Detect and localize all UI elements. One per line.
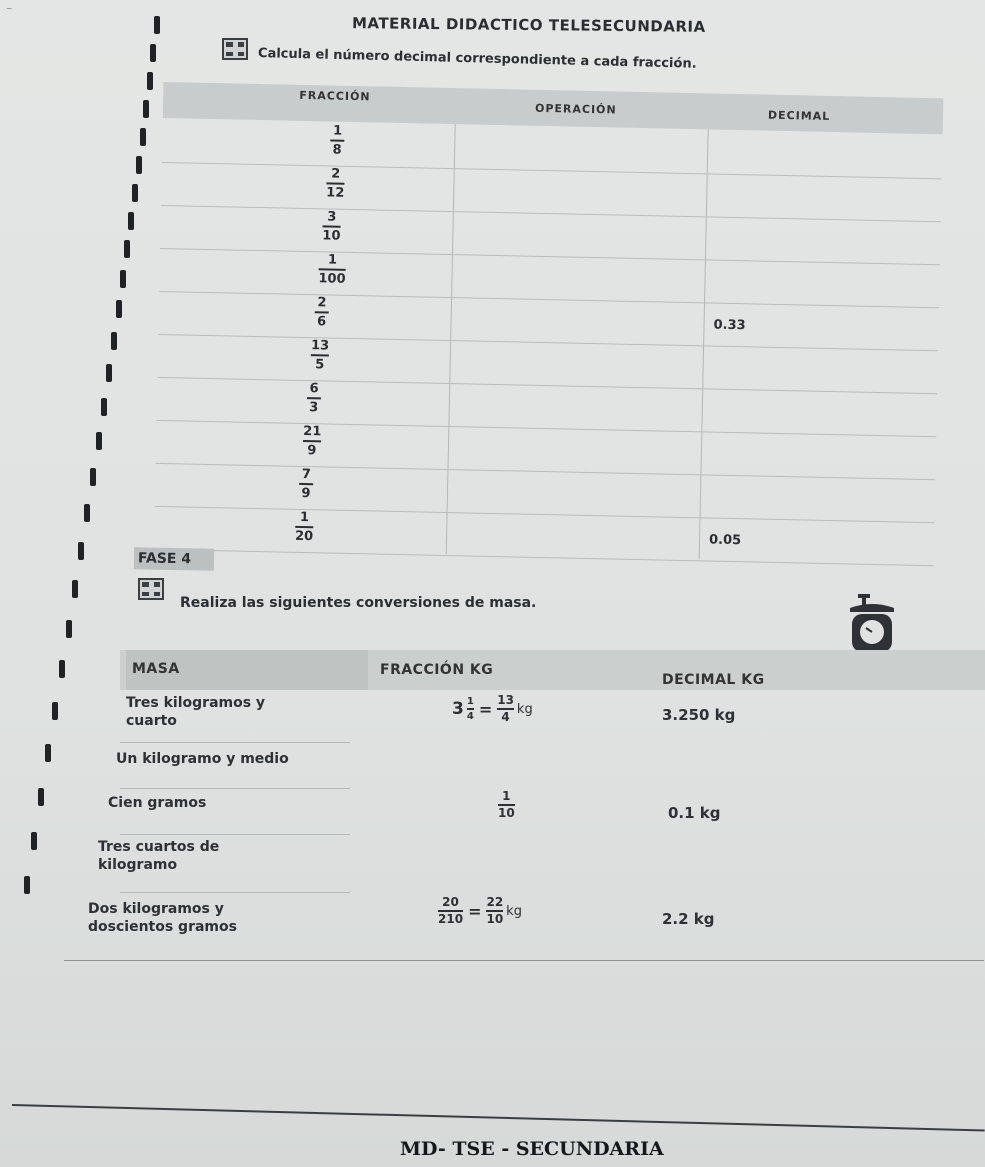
denominator: 10 (498, 806, 515, 820)
binder-ring (45, 744, 51, 762)
mass-row-3-fraction (498, 790, 515, 820)
fraction (486, 896, 503, 926)
binder-ring (140, 128, 146, 146)
binder-ring (78, 542, 84, 560)
denominator: 6 (316, 314, 327, 330)
phase-label: FASE 4 (134, 547, 214, 570)
binder-ring (106, 364, 112, 382)
fraction (322, 209, 341, 243)
footer-text: MD- TSE - SECUNDARIA (400, 1138, 664, 1160)
equals-sign: = (468, 901, 482, 921)
decimal-value: 0.33 (713, 317, 746, 334)
binder-ring (124, 240, 130, 258)
denominator: 10 (486, 912, 504, 926)
column-header-decimal-kg: DECIMAL KG (662, 672, 765, 688)
binder-ring (150, 44, 156, 62)
denominator: 8 (332, 142, 342, 158)
fraction (314, 295, 329, 329)
denominator: 20 (294, 528, 314, 545)
fraction (467, 696, 474, 722)
binder-ring (101, 398, 107, 416)
numerator: 1 (299, 509, 310, 526)
binder-ring (132, 184, 138, 202)
numerator: 21 (303, 423, 322, 440)
fraction (438, 896, 463, 926)
denominator: 10 (322, 228, 341, 244)
binder-ring (136, 156, 142, 174)
fraction-table (154, 60, 944, 576)
mass-row-5-line1: Dos kilogramos y (88, 901, 224, 917)
fraction (303, 424, 322, 458)
mass-row-3-decimal: 0.1 kg (668, 804, 721, 822)
mass-row-5-decimal: 2.2 kg (662, 910, 715, 928)
numerator: 3 (327, 209, 337, 225)
binder-ring (31, 832, 37, 850)
binder-ring (90, 468, 96, 486)
binder-ring (52, 702, 58, 720)
mass-row-1-line2: cuarto (126, 713, 177, 729)
activity-icon (138, 578, 164, 600)
binder-ring (38, 788, 44, 806)
decimal-value: 0.05 (708, 532, 742, 549)
column-header-masa: MASA (126, 650, 368, 690)
row-divider (120, 834, 350, 835)
mass-row-5-fraction (438, 896, 522, 926)
fraction (310, 338, 329, 372)
unit: kg (516, 701, 533, 717)
numerator: 13 (497, 693, 514, 707)
bottom-rule (12, 1104, 985, 1131)
binder-ring (154, 16, 160, 34)
binder-ring (111, 332, 117, 350)
numerator: 1 (502, 789, 511, 803)
whole-number: 3 (452, 699, 464, 719)
numerator: 2 (317, 295, 327, 311)
binder-ring (24, 876, 30, 894)
numerator: 1 (327, 252, 338, 268)
numerator: 1 (332, 123, 343, 139)
binder-ring (66, 620, 72, 638)
mass-row-2-label (116, 750, 289, 768)
mass-row-5-line2: doscientos gramos (88, 919, 237, 935)
row-divider (120, 788, 350, 789)
fraction (307, 381, 322, 415)
mass-row-3-label (108, 794, 206, 812)
equals-sign: = (478, 699, 493, 719)
mass-row-1-line1: Tres kilogramos y (126, 695, 266, 711)
column-header-operacion: OPERACIÓN (534, 101, 617, 117)
binder-ring (128, 212, 134, 230)
row-divider (120, 892, 350, 893)
numerator: 7 (301, 466, 312, 483)
mass-row-4-line1: Tres cuartos de (98, 839, 220, 855)
numerator: 2 (331, 166, 341, 182)
binder-ring (84, 504, 90, 522)
mass-row-4-line2: kilogramo (98, 857, 178, 873)
corner-scribble: ~ (6, 4, 13, 13)
denominator: 4 (501, 710, 510, 724)
fraction (330, 124, 345, 158)
binder-ring (96, 432, 102, 450)
denominator: 9 (301, 485, 311, 502)
mass-row-4-label (98, 838, 219, 874)
denominator: 100 (318, 271, 346, 287)
binder-ring (116, 300, 122, 318)
page-title: MATERIAL DIDACTICO TELESECUNDARIA (351, 14, 706, 36)
binder-ring (147, 72, 153, 90)
numerator: 1 (466, 696, 474, 708)
fraction (497, 694, 514, 724)
denominator: 4 (466, 710, 474, 722)
instruction-mass: Realiza las siguientes conversiones de masa. (180, 595, 537, 611)
denominator: 3 (309, 400, 319, 416)
numerator: 20 (442, 895, 459, 909)
row-divider (120, 742, 350, 743)
denominator: 9 (307, 443, 317, 459)
fraction (299, 467, 314, 501)
fraction (295, 510, 314, 544)
binder-ring (143, 100, 149, 118)
denominator: 5 (315, 357, 325, 373)
instruction-fractions: Calcula el número decimal correspondiente a cada fracción. (257, 46, 697, 72)
binder-ring (59, 660, 65, 678)
mass-row-1-decimal: 3.250 kg (662, 706, 736, 724)
column-header-decimal: DECIMAL (767, 108, 831, 123)
mass-row-2-line1: Un kilogramo y medio (116, 751, 289, 767)
mass-row-3-line1: Cien gramos (108, 795, 207, 811)
denominator: 12 (326, 185, 345, 201)
denominator: 210 (438, 912, 464, 926)
mass-table (88, 642, 985, 972)
binder-ring (72, 580, 78, 598)
numerator: 6 (309, 381, 319, 397)
numerator: 22 (486, 895, 504, 909)
numerator: 13 (310, 338, 330, 354)
unit: kg (506, 903, 522, 919)
mass-row-1-label (126, 694, 265, 730)
binder-ring (120, 270, 126, 288)
activity-icon (222, 38, 248, 60)
column-header-fraccion: FRACCIÓN (299, 88, 371, 104)
fraction (498, 790, 515, 820)
table-bottom-line (64, 960, 984, 961)
column-header-fraccion-kg: FRACCIÓN KG (380, 662, 494, 678)
mass-row-1-fraction (452, 694, 533, 724)
fraction (318, 252, 346, 287)
fraction (326, 166, 345, 200)
mass-row-5-label (88, 900, 237, 936)
mass-table-header (120, 650, 985, 690)
